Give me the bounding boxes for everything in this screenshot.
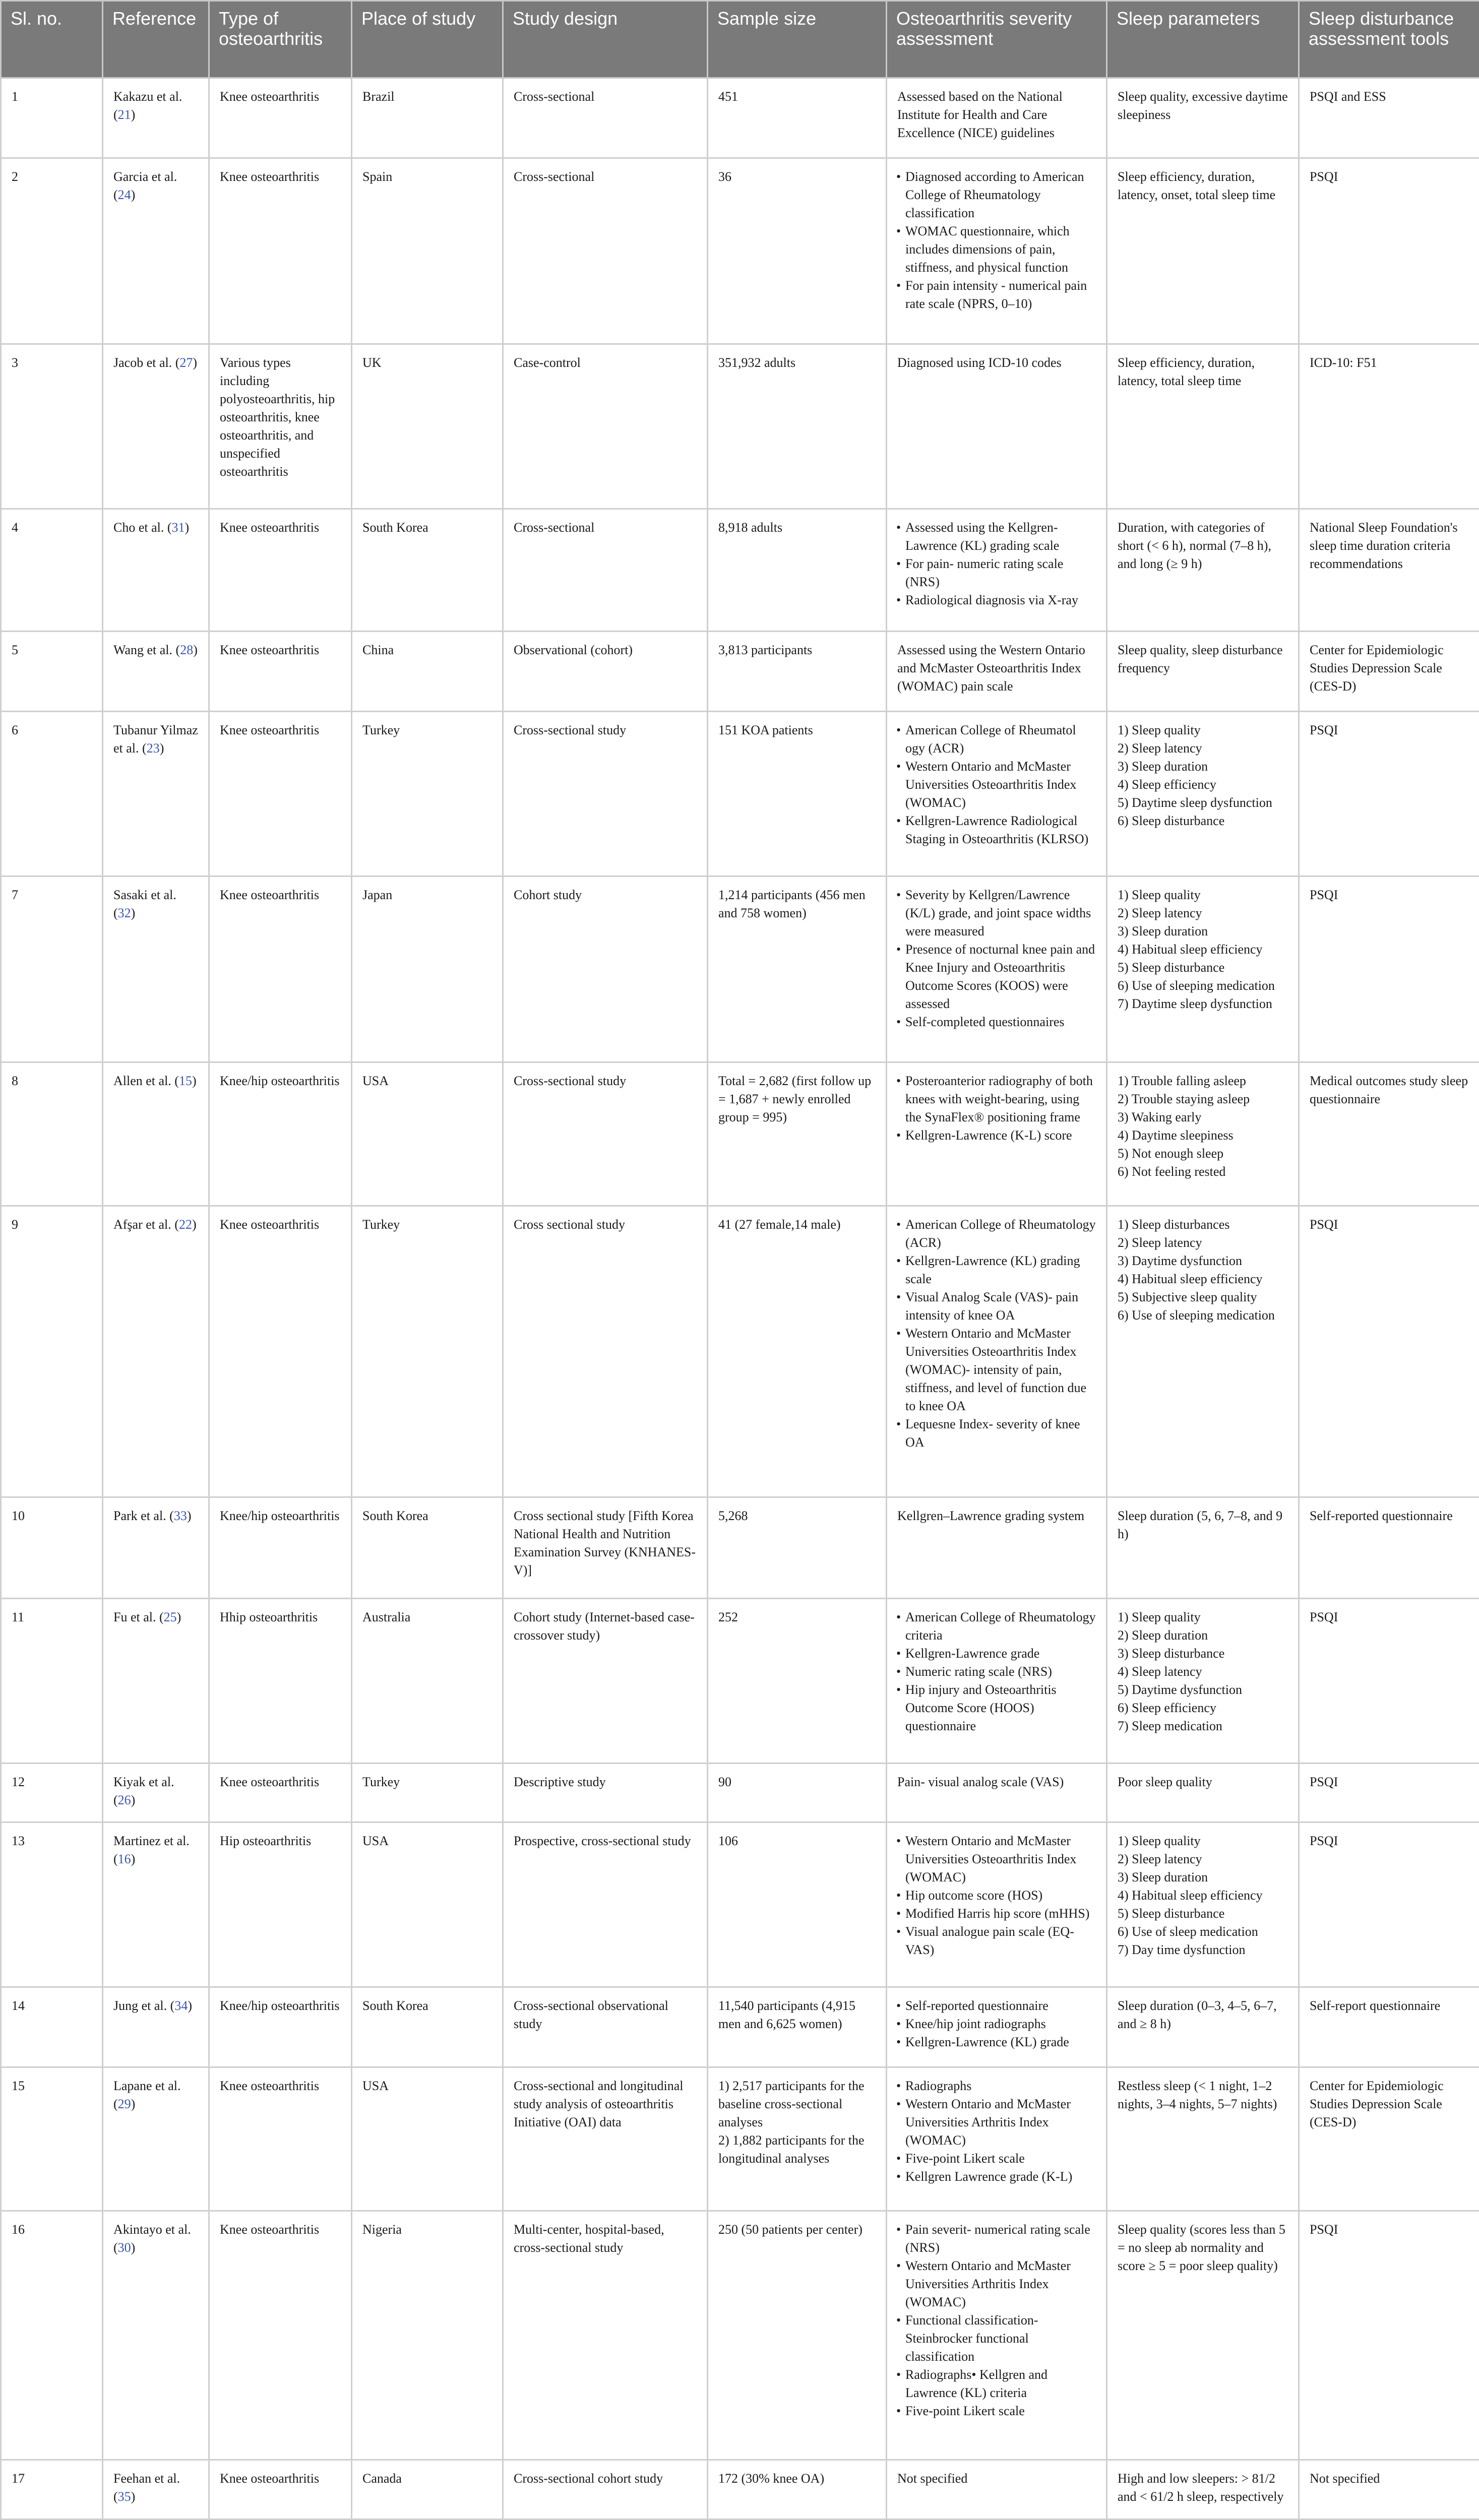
cell-sample: 90 [708, 1763, 887, 1822]
list-item: • Self-completed questionnaires [905, 1013, 1096, 1031]
cell-place: Nigeria [352, 2211, 503, 2460]
cell-type: Knee/hip osteoarthritis [209, 1497, 352, 1598]
cell-sample: 8,918 adults [708, 509, 887, 631]
cell-severity [887, 1822, 1107, 1987]
cell-place: Turkey [352, 712, 503, 876]
list-item: • American College of Rheumatol ogy (ACR) [905, 721, 1096, 758]
cell-sl-no: 6 [1, 712, 103, 876]
cell-sl-no: 15 [1, 2067, 103, 2211]
list-item: • Functional classification- Steinbrocker functional classification [905, 2311, 1096, 2366]
cell-assessment-tools: PSQI [1299, 712, 1479, 876]
list-item: • Lequesne Index- severity of knee OA [905, 1415, 1096, 1452]
table-row [1, 78, 1479, 158]
cell-place: China [352, 631, 503, 711]
cell-reference [103, 2067, 209, 2211]
reference-close-paren: ) [192, 1073, 197, 1088]
cell-design: Cross sectional study [Fifth Korea National Health and Nutrition Examination Survey (KNHANES-V)] [503, 1497, 708, 1598]
list-item: • Assessed using the Kellgren-Lawrence (KL) grading scale [905, 519, 1096, 555]
reference-author: Fu et al. ( [113, 1609, 164, 1624]
cell-sl-no: 7 [1, 876, 103, 1062]
reference-link[interactable]: 26 [117, 1792, 131, 1807]
cell-reference [103, 509, 209, 631]
reference-author: Tubanur Yilmaz et al. ( [113, 723, 198, 756]
column-header-sl-no: Sl. no. [1, 1, 103, 78]
cell-severity [887, 1763, 1107, 1822]
cell-type: Knee osteoarthritis [209, 158, 352, 344]
cell-type: Hip osteoarthritis [209, 1822, 352, 1987]
cell-reference [103, 1497, 209, 1598]
cell-type: Knee osteoarthritis [209, 631, 352, 711]
list-item: • Presence of nocturnal knee pain and Knee Injury and Osteoarthritis Outcome Scores (KOOS) were assessed [905, 940, 1096, 1013]
list-item: • Radiological diagnosis via X-ray [905, 591, 1096, 609]
cell-assessment-tools: Medical outcomes study sleep questionnaire [1299, 1062, 1479, 1206]
cell-sl-no: 14 [1, 1987, 103, 2067]
cell-assessment-tools: PSQI [1299, 2211, 1479, 2460]
list-item: • Posteroanterior radiography of both knees with weight-bearing, using the SynaFlex® positioning frame [905, 1072, 1096, 1126]
cell-sl-no: 9 [1, 1206, 103, 1497]
list-item: • Hip injury and Osteoarthritis Outcome Score (HOOS) questionnaire [905, 1681, 1096, 1735]
cell-design: Cross-sectional study [503, 1062, 708, 1206]
reference-author: Lapane et al. ( [113, 2078, 181, 2112]
reference-author: Afşar et al. ( [113, 1217, 179, 1232]
cell-severity [887, 1987, 1107, 2067]
severity-list [897, 2077, 1096, 2186]
reference-close-paren: ) [193, 642, 198, 657]
table-row [1, 1598, 1479, 1763]
reference-link[interactable]: 34 [174, 1998, 188, 2013]
cell-place: USA [352, 1822, 503, 1987]
reference-close-paren: ) [131, 905, 136, 920]
table-row [1, 509, 1479, 631]
cell-reference [103, 1987, 209, 2067]
reference-close-paren: ) [131, 187, 136, 203]
reference-close-paren: ) [131, 2240, 136, 2255]
list-item: • Five-point Likert scale [905, 2402, 1096, 2420]
cell-sl-no: 11 [1, 1598, 103, 1763]
cell-severity [887, 78, 1107, 158]
cell-design: Cross-sectional [503, 78, 708, 158]
cell-reference [103, 712, 209, 876]
cell-assessment-tools: Not specified [1299, 2460, 1479, 2519]
list-item: • Kellgren-Lawrence (KL) grade [905, 2033, 1096, 2051]
cell-sleep-parameters: Sleep quality, excessive daytime sleepiness [1107, 78, 1299, 158]
table-header-row [1, 1, 1479, 78]
cell-assessment-tools: Center for Epidemiologic Studies Depression Scale (CES-D) [1299, 2067, 1479, 2211]
cell-sleep-parameters: 1) Sleep quality 2) Sleep latency 3) Sleep duration 4) Habitual sleep efficiency 5) Sleep disturbance 6) Use of sleeping medication 7) Daytime sleep dysfunction [1107, 876, 1299, 1062]
cell-severity [887, 1497, 1107, 1598]
cell-sl-no: 10 [1, 1497, 103, 1598]
cell-type: Knee osteoarthritis [209, 2460, 352, 2519]
list-item: • Severity by Kellgren/Lawrence (K/L) grade, and joint space widths were measured [905, 886, 1096, 940]
cell-sl-no: 12 [1, 1763, 103, 1822]
cell-severity [887, 509, 1107, 631]
cell-type: Various types including polyosteoarthritis, hip osteoarthritis, knee osteoarthritis, and unspecified osteoarthritis [209, 344, 352, 509]
cell-reference [103, 631, 209, 711]
cell-sample: 151 KOA patients [708, 712, 887, 876]
cell-design: Descriptive study [503, 1763, 708, 1822]
cell-type: Knee/hip osteoarthritis [209, 1987, 352, 2067]
reference-link[interactable]: 35 [117, 2489, 131, 2504]
reference-author: Feehan et al. ( [113, 2471, 180, 2504]
reference-close-paren: ) [187, 1508, 192, 1523]
cell-place: South Korea [352, 1497, 503, 1598]
reference-close-paren: ) [131, 107, 136, 122]
cell-sample: 41 (27 female,14 male) [708, 1206, 887, 1497]
list-item: • Five-point Likert scale [905, 2150, 1096, 2168]
cell-place: Canada [352, 2460, 503, 2519]
cell-severity [887, 876, 1107, 1062]
cell-sample: 250 (50 patients per center) [708, 2211, 887, 2460]
cell-sample: 451 [708, 78, 887, 158]
reference-author: Allen et al. ( [113, 1073, 179, 1088]
table-row [1, 344, 1479, 509]
cell-assessment-tools: PSQI and ESS [1299, 78, 1479, 158]
reference-author: Akintayo et al. ( [113, 2222, 191, 2255]
reference-author: Kakazu et al. ( [113, 89, 182, 122]
table-row [1, 876, 1479, 1062]
severity-list [897, 1832, 1096, 1959]
cell-sl-no: 16 [1, 2211, 103, 2460]
list-item: • Radiographs• Kellgren and Lawrence (KL) criteria [905, 2366, 1096, 2402]
table-row [1, 1062, 1479, 1206]
reference-author: Sasaki et al. ( [113, 887, 176, 920]
cell-design: Cross-sectional and longitudinal study analysis of osteoarthritis Initiative (OAI) data [503, 2067, 708, 2211]
cell-assessment-tools: Self-reported questionnaire [1299, 1497, 1479, 1598]
cell-sleep-parameters: Sleep quality (scores less than 5 = no sleep ab normality and score ≥ 5 = poor sleep quality) [1107, 2211, 1299, 2460]
cell-severity [887, 1206, 1107, 1497]
cell-severity [887, 1062, 1107, 1206]
cell-type: Knee osteoarthritis [209, 1206, 352, 1497]
table-row [1, 158, 1479, 344]
cell-severity [887, 1598, 1107, 1763]
cell-reference [103, 158, 209, 344]
severity-text: Not specified [897, 2471, 968, 2486]
table-row [1, 1763, 1479, 1822]
cell-assessment-tools: PSQI [1299, 876, 1479, 1062]
table-row [1, 2460, 1479, 2519]
cell-severity [887, 2211, 1107, 2460]
list-item: • Modified Harris hip score (mHHS) [905, 1905, 1096, 1923]
cell-place: Turkey [352, 1206, 503, 1497]
cell-reference [103, 78, 209, 158]
cell-reference [103, 2460, 209, 2519]
cell-design: Cross-sectional study [503, 712, 708, 876]
list-item: • Kellgren-Lawrence (K-L) score [905, 1126, 1096, 1145]
cell-sample: 252 [708, 1598, 887, 1763]
reference-close-paren: ) [176, 1609, 181, 1624]
cell-reference [103, 1822, 209, 1987]
cell-severity [887, 631, 1107, 711]
cell-type: Knee/hip osteoarthritis [209, 1062, 352, 1206]
severity-text: Diagnosed using ICD-10 codes [897, 355, 1062, 370]
cell-sample: 106 [708, 1822, 887, 1987]
list-item: • WOMAC questionnaire, which includes dimensions of pain, stiffness, and physical function [905, 222, 1096, 277]
cell-sleep-parameters: Sleep efficiency, duration, latency, onset, total sleep time [1107, 158, 1299, 344]
cell-severity [887, 158, 1107, 344]
cell-sleep-parameters: 1) Sleep quality 2) Sleep latency 3) Sleep duration 4) Habitual sleep efficiency 5) Sleep disturbance 6) Use of sleep medication 7) Day time dysfunction [1107, 1822, 1299, 1987]
reference-author: Kiyak et al. ( [113, 1774, 174, 1807]
severity-text: Assessed based on the National Institute for Health and Care Excellence (NICE) guidelines [897, 89, 1063, 140]
list-item: • American College of Rheumatology criteria [905, 1608, 1096, 1645]
table-row [1, 1206, 1479, 1497]
list-item: • Kellgren-Lawrence grade [905, 1645, 1096, 1663]
cell-place: USA [352, 1062, 503, 1206]
cell-type: Knee osteoarthritis [209, 876, 352, 1062]
cell-reference [103, 344, 209, 509]
reference-link[interactable]: 28 [180, 642, 194, 657]
cell-sl-no: 8 [1, 1062, 103, 1206]
list-item: • Visual analogue pain scale (EQ-VAS) [905, 1923, 1096, 1959]
cell-design: Cohort study [503, 876, 708, 1062]
table-row [1, 1822, 1479, 1987]
reference-link[interactable]: 21 [117, 107, 131, 122]
cell-sl-no: 17 [1, 2460, 103, 2519]
list-item: • Pain severit- numerical rating scale (NRS) [905, 2221, 1096, 2257]
cell-design: Case-control [503, 344, 708, 509]
list-item: • Kellgren-Lawrence Radiological Staging in Osteoarthritis (KLRSO) [905, 812, 1096, 848]
reference-link[interactable]: 31 [171, 520, 185, 535]
cell-assessment-tools: Center for Epidemiologic Studies Depression Scale (CES-D) [1299, 631, 1479, 711]
list-item: • Numeric rating scale (NRS) [905, 1663, 1096, 1681]
cell-sleep-parameters: Poor sleep quality [1107, 1763, 1299, 1822]
column-header-sample-size: Sample size [708, 1, 887, 78]
severity-list [897, 1072, 1096, 1145]
list-item: • Visual Analog Scale (VAS)- pain intensity of knee OA [905, 1288, 1096, 1325]
cell-reference [103, 2211, 209, 2460]
cell-reference [103, 1598, 209, 1763]
reference-link[interactable]: 24 [117, 187, 131, 203]
cell-sleep-parameters: Restless sleep (< 1 night, 1–2 nights, 3–4 nights, 5–7 nights) [1107, 2067, 1299, 2211]
cell-reference [103, 1763, 209, 1822]
list-item: • Western Ontario and McMaster Universities Arthritis Index (WOMAC) [905, 2095, 1096, 2150]
reference-link[interactable]: 15 [178, 1073, 192, 1088]
list-item: • Radiographs [905, 2077, 1096, 2095]
cell-severity [887, 2067, 1107, 2211]
cell-design: Cross-sectional [503, 158, 708, 344]
cell-type: Knee osteoarthritis [209, 1763, 352, 1822]
cell-assessment-tools: PSQI [1299, 1822, 1479, 1987]
cell-sleep-parameters: 1) Trouble falling asleep 2) Trouble staying asleep 3) Waking early 4) Daytime sleepiness 5) Not enough sleep 6) Not feeling rested [1107, 1062, 1299, 1206]
reference-link[interactable]: 22 [178, 1217, 192, 1232]
cell-place: Turkey [352, 1763, 503, 1822]
cell-sleep-parameters: 1) Sleep quality 2) Sleep duration 3) Sleep disturbance 4) Sleep latency 5) Daytime dysfunction 6) Sleep efficiency 7) Sleep medication [1107, 1598, 1299, 1763]
cell-type: Knee osteoarthritis [209, 509, 352, 631]
cell-sleep-parameters: Duration, with categories of short (< 6 h), normal (7–8 h), and long (≥ 9 h) [1107, 509, 1299, 631]
severity-list [897, 168, 1096, 313]
cell-place: Brazil [352, 78, 503, 158]
list-item: • Western Ontario and McMaster Universities Osteoarthritis Index (WOMAC) [905, 758, 1096, 812]
reference-author: Martinez et al. ( [113, 1834, 190, 1867]
reference-author: Jacob et al. ( [113, 355, 180, 370]
cell-place: South Korea [352, 509, 503, 631]
column-header-reference: Reference [103, 1, 209, 78]
cell-sl-no: 2 [1, 158, 103, 344]
cell-sleep-parameters: Sleep duration (5, 6, 7–8, and 9 h) [1107, 1497, 1299, 1598]
cell-sample: 36 [708, 158, 887, 344]
cell-design: Cross-sectional observational study [503, 1987, 708, 2067]
cell-assessment-tools: ICD-10: F51 [1299, 344, 1479, 509]
cell-severity [887, 344, 1107, 509]
list-item: • Western Ontario and McMaster Universities Osteoarthritis Index (WOMAC)- intensity of pain, stiffness, and level of function due to knee OA [905, 1325, 1096, 1415]
severity-list [897, 519, 1096, 609]
cell-type: Knee osteoarthritis [209, 2067, 352, 2211]
reference-link[interactable]: 32 [117, 905, 131, 920]
cell-sleep-parameters: Sleep efficiency, duration, latency, total sleep time [1107, 344, 1299, 509]
cell-place: USA [352, 2067, 503, 2211]
cell-reference [103, 1206, 209, 1497]
table-row [1, 712, 1479, 876]
reference-link[interactable]: 25 [163, 1609, 177, 1624]
severity-list [897, 1608, 1096, 1735]
table-row [1, 2067, 1479, 2211]
cell-sample: 351,932 adults [708, 344, 887, 509]
cell-place: South Korea [352, 1987, 503, 2067]
cell-place: Japan [352, 876, 503, 1062]
cell-sample: Total = 2,682 (first follow up = 1,687 + newly enrolled group = 995) [708, 1062, 887, 1206]
cell-sl-no: 4 [1, 509, 103, 631]
cell-severity [887, 2460, 1107, 2519]
reference-author: Jung et al. ( [113, 1998, 175, 2013]
cell-sleep-parameters: High and low sleepers: > 81/2 and < 61/2 h sleep, respectively [1107, 2460, 1299, 2519]
cell-sl-no: 5 [1, 631, 103, 711]
cell-sleep-parameters: Sleep quality, sleep disturbance frequency [1107, 631, 1299, 711]
reference-link[interactable]: 16 [117, 1852, 131, 1867]
table-body [1, 78, 1479, 2519]
table-row [1, 2211, 1479, 2460]
reference-close-paren: ) [192, 1217, 197, 1232]
column-header-sleep-parameters: Sleep parameters [1107, 1, 1299, 78]
cell-type: Knee osteoarthritis [209, 712, 352, 876]
table-row [1, 1987, 1479, 2067]
list-item: • Hip outcome score (HOS) [905, 1886, 1096, 1905]
severity-list [897, 886, 1096, 1031]
severity-list [897, 721, 1096, 848]
cell-sample: 3,813 participants [708, 631, 887, 711]
severity-text: Kellgren–Lawrence grading system [897, 1508, 1085, 1523]
list-item: • Knee/hip joint radiographs [905, 2015, 1096, 2033]
reference-author: Wang et al. ( [113, 642, 180, 657]
cell-sample: 1,214 participants (456 men and 758 women) [708, 876, 887, 1062]
cell-type: Hhip osteoarthritis [209, 1598, 352, 1763]
cell-design: Observational (cohort) [503, 631, 708, 711]
cell-assessment-tools: PSQI [1299, 1598, 1479, 1763]
cell-assessment-tools: PSQI [1299, 1206, 1479, 1497]
reference-close-paren: ) [131, 1792, 136, 1807]
list-item: • American College of Rheumatology (ACR) [905, 1216, 1096, 1252]
cell-type: Knee osteoarthritis [209, 2211, 352, 2460]
cell-assessment-tools: Self-report questionnaire [1299, 1987, 1479, 2067]
reference-author: Garcia et al. ( [113, 169, 177, 203]
cell-reference [103, 1062, 209, 1206]
cell-sample: 1) 2,517 participants for the baseline cross-sectional analyses 2) 1,882 participants for the longitudinal analyses [708, 2067, 887, 2211]
cell-type: Knee osteoarthritis [209, 78, 352, 158]
list-item: • For pain- numeric rating scale (NRS) [905, 555, 1096, 591]
cell-design: Cross sectional study [503, 1206, 708, 1497]
reference-author: Cho et al. ( [113, 520, 172, 535]
list-item: • Self-reported questionnaire [905, 1997, 1096, 2015]
reference-link[interactable]: 27 [179, 355, 193, 370]
cell-sleep-parameters: 1) Sleep disturbances 2) Sleep latency 3) Daytime dysfunction 4) Habitual sleep efficiency 5) Subjective sleep quality 6) Use of sleeping medication [1107, 1206, 1299, 1497]
cell-sleep-parameters: 1) Sleep quality 2) Sleep latency 3) Sleep duration 4) Sleep efficiency 5) Daytime sleep dysfunction 6) Sleep disturbance [1107, 712, 1299, 876]
cell-assessment-tools: PSQI [1299, 1763, 1479, 1822]
reference-close-paren: ) [184, 520, 190, 535]
severity-list [897, 1997, 1096, 2051]
reference-link[interactable]: 23 [146, 741, 160, 756]
cell-place: Australia [352, 1598, 503, 1763]
severity-text: Pain- visual analog scale (VAS) [897, 1774, 1064, 1789]
cell-reference [103, 876, 209, 1062]
reference-close-paren: ) [193, 355, 198, 370]
cell-design: Cross-sectional [503, 509, 708, 631]
cell-design: Cohort study (Internet-based case-crossover study) [503, 1598, 708, 1763]
cell-sl-no: 13 [1, 1822, 103, 1987]
column-header-study-design: Study design [503, 1, 708, 78]
cell-place: UK [352, 344, 503, 509]
reference-close-paren: ) [131, 1852, 136, 1867]
cell-sample: 5,268 [708, 1497, 887, 1598]
cell-assessment-tools: PSQI [1299, 158, 1479, 344]
column-header-severity-assessment: Osteoarthritis severity assessment [887, 1, 1107, 78]
column-header-type-of-osteoarthritis: Type of osteoarthritis [209, 1, 352, 78]
reference-link[interactable]: 33 [173, 1508, 187, 1523]
table-row [1, 1497, 1479, 1598]
reference-close-paren: ) [188, 1998, 192, 2013]
cell-sl-no: 1 [1, 78, 103, 158]
reference-author: Park et al. ( [113, 1508, 174, 1523]
column-header-place-of-study: Place of study [352, 1, 503, 78]
reference-link[interactable]: 29 [117, 2097, 131, 2112]
table-row [1, 631, 1479, 711]
cell-design: Prospective, cross-sectional study [503, 1822, 708, 1987]
reference-close-paren: ) [131, 2489, 136, 2504]
severity-list [897, 2221, 1096, 2420]
reference-link[interactable]: 30 [117, 2240, 131, 2255]
reference-close-paren: ) [159, 741, 164, 756]
cell-sleep-parameters: Sleep duration (0–3, 4–5, 6–7, and ≥ 8 h) [1107, 1987, 1299, 2067]
cell-place: Spain [352, 158, 503, 344]
severity-text: Assessed using the Western Ontario and McMaster Osteoarthritis Index (WOMAC) pain scale [897, 642, 1085, 694]
cell-sample: 11,540 participants (4,915 men and 6,625 women) [708, 1987, 887, 2067]
cell-sample: 172 (30% knee OA) [708, 2460, 887, 2519]
list-item: • Western Ontario and McMaster Universities Osteoarthritis Index (WOMAC) [905, 1832, 1096, 1886]
cell-assessment-tools: National Sleep Foundation's sleep time duration criteria recommendations [1299, 509, 1479, 631]
cell-design: Multi-center, hospital-based, cross-sectional study [503, 2211, 708, 2460]
list-item: • Western Ontario and McMaster Universities Arthritis Index (WOMAC) [905, 2257, 1096, 2311]
list-item: • Kellgren Lawrence grade (K-L) [905, 2168, 1096, 2186]
severity-list [897, 1216, 1096, 1452]
cell-severity [887, 712, 1107, 876]
reference-close-paren: ) [131, 2097, 136, 2112]
list-item: • For pain intensity - numerical pain rate scale (NPRS, 0–10) [905, 277, 1096, 313]
list-item: • Kellgren-Lawrence (KL) grading scale [905, 1252, 1096, 1288]
column-header-assessment-tools: Sleep disturbance assessment tools [1299, 1, 1479, 78]
cell-design: Cross-sectional cohort study [503, 2460, 708, 2519]
cell-sl-no: 3 [1, 344, 103, 509]
list-item: • Diagnosed according to American College of Rheumatology classification [905, 168, 1096, 222]
